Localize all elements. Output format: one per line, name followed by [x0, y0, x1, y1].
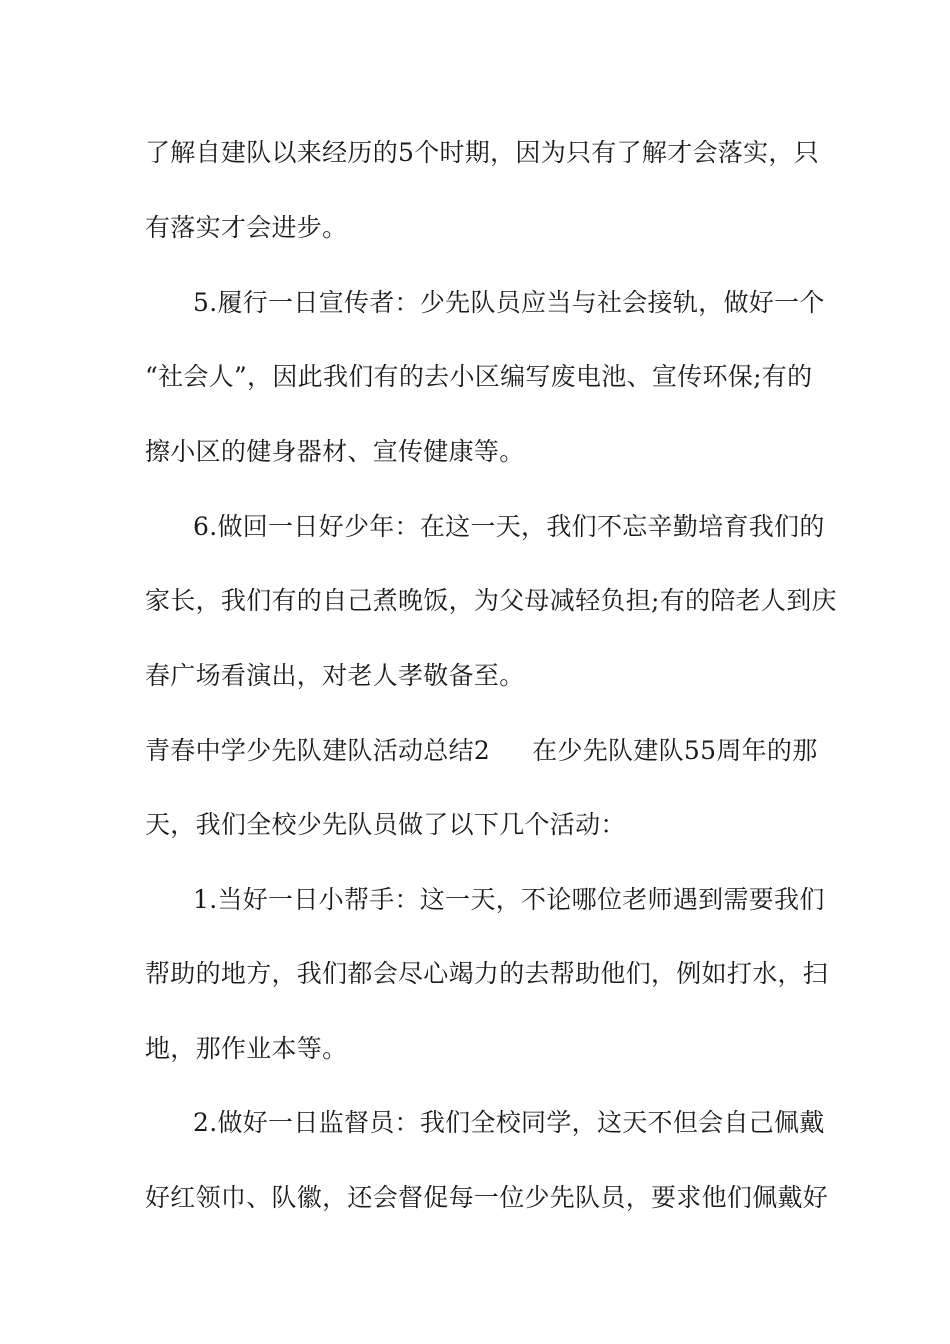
text-line: 帮助的地方，我们都会尽心竭力的去帮助他们，例如打水，扫 — [145, 959, 829, 988]
text-line: 擦小区的健身器材、宣传健康等。 — [145, 437, 525, 466]
paragraph-start: 6.做回一日好少年：在这一天，我们不忘辛勤培育我们的 — [193, 512, 825, 541]
text-line: 地，那作业本等。 — [145, 1034, 348, 1063]
text-line: “社会人”，因此我们有的去小区编写废电池、宣传环保;有的 — [145, 362, 813, 391]
text-line: 有落实才会进步。 — [145, 213, 348, 242]
paragraph-start: 5.履行一日宣传者：少先队员应当与社会接轨，做好一个 — [193, 288, 825, 317]
section-lead-text: 在少先队建队55周年的那 — [532, 736, 818, 765]
text-line: 了解自建队以来经历的5个时期，因为只有了解才会落实，只 — [145, 138, 820, 167]
paragraph-start: 2.做好一日监督员：我们全校同学，这天不但会自己佩戴 — [193, 1108, 825, 1137]
section-heading-line — [145, 735, 818, 767]
text-line: 好红领巾、队徽，还会督促每一位少先队员，要求他们佩戴好 — [145, 1183, 829, 1212]
paragraph-start: 1.当好一日小帮手：这一天，不论哪位老师遇到需要我们 — [193, 885, 825, 914]
text-line: 家长，我们有的自己煮晚饭，为父母减轻负担;有的陪老人到庆 — [145, 586, 837, 615]
section-heading: 青春中学少先队建队活动总结2 — [145, 736, 491, 765]
text-line: 春广场看演出，对老人孝敬备至。 — [145, 661, 525, 690]
text-line: 天，我们全校少先队员做了以下几个活动： — [145, 810, 626, 839]
